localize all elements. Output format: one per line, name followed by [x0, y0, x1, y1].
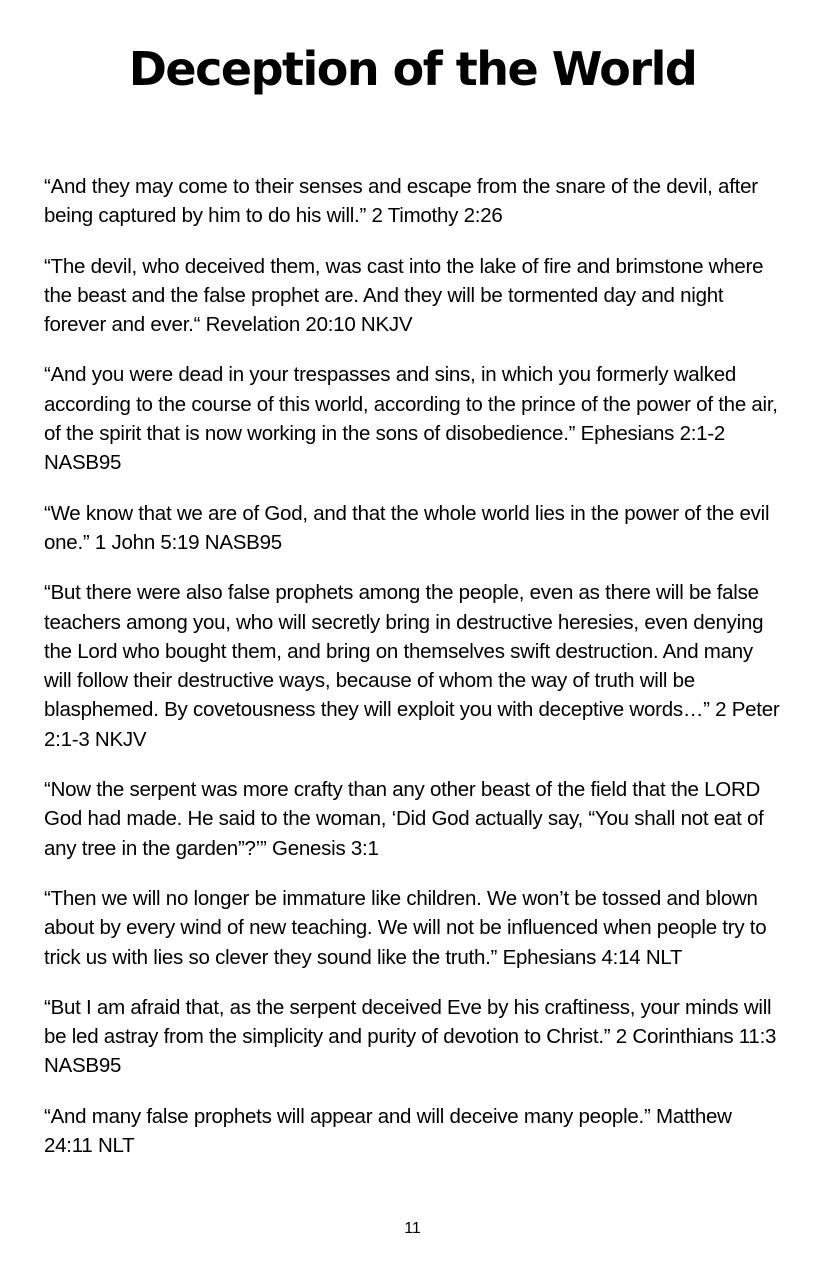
- verse-paragraph: “The devil, who deceived them, was cast into the lake of fire and brimstone where the beast and the false prophet are. And they will be tormented day and night forever and ever.“ Revelation 20:10 NKJV: [44, 254, 764, 337]
- page-number: 11: [404, 1220, 421, 1237]
- page-title: Deception of the World: [128, 42, 697, 96]
- verse-paragraph: “But there were also false prophets among the people, even as there will be false teachers among you, who will secretly bring in destructive heresies, even denying the Lord who bought them, and bring on themselves swift destruction. And many will follow their destructive ways, because of whom the way of truth will be blasphemed. By covetousness they will exploit you with deceptive words…” 2 Peter 2:1-3 NKJV: [44, 581, 780, 751]
- verse-paragraph: “We know that we are of God, and that the whole world lies in the power of the evil one.” 1 John 5:19 NASB95: [44, 501, 770, 554]
- verse-paragraph: “Now the serpent was more crafty than any other beast of the field that the LORD God had made. He said to the woman, ‘Did God actually say, “You shall not eat of any tree in the garden”?’” Genesis 3:1: [44, 778, 764, 860]
- verse-paragraph: “Then we will no longer be immature like children. We won’t be tossed and blown about by every wind of new teaching. We will not be influenced when people try to trick us with lies so clever they sound like the truth.” Ephesians 4:14 NLT: [44, 886, 767, 969]
- verse-paragraph: “And many false prophets will appear and will deceive many people.” Matthew 24:11 NLT: [44, 1104, 732, 1158]
- verse-paragraph: “And they may come to their senses and escape from the snare of the devil, after being captured by him to do his will.” 2 Timothy 2:26: [44, 175, 758, 228]
- verse-paragraph: “And you were dead in your trespasses and sins, in which you formerly walked according to the course of this world, according to the prince of the power of the air, of the spirit that is now working in the sons of disobedience.” Ephesians 2:1-2 NASB95: [44, 363, 778, 475]
- verse-list: [44, 172, 784, 1181]
- verse-paragraph: “But I am afraid that, as the serpent deceived Eve by his craftiness, your minds will be led astray from the simplicity and purity of devotion to Christ.” 2 Corinthians 11:3 NASB95: [44, 995, 777, 1078]
